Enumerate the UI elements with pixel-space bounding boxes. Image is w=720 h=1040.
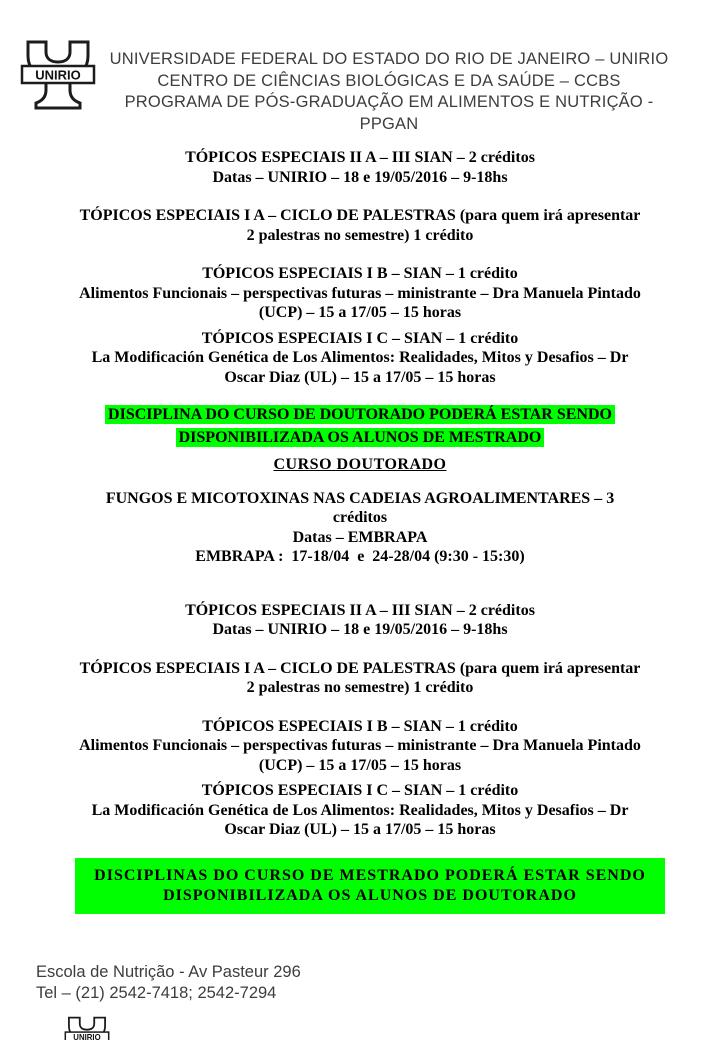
- university-name: UNIVERSIDADE FEDERAL DO ESTADO DO RIO DE JANEIRO – UNIRIO: [109, 50, 669, 68]
- course-topicos-2a-top: [42, 148, 678, 187]
- course-title: TÓPICOS ESPECIAIS I B – SIAN – 1 crédito: [202, 717, 518, 735]
- institution-block: [96, 36, 682, 135]
- course-dates: Datas – UNIRIO – 18 e 19/05/2016 – 9-18hs: [212, 168, 508, 186]
- course-detail: Alimentos Funcionais – perspectivas futuras – ministrante – Dra Manuela Pintado: [79, 737, 641, 754]
- course-detail: La Modificación Genética de Los Alimentos: Realidades, Mitos y Desafios – Dr: [91, 801, 629, 819]
- course-title: TÓPICOS ESPECIAIS I A – CICLO DE PALESTRAS (para quem irá apresentar: [79, 207, 641, 224]
- section-heading-text: CURSO DOUTORADO: [273, 456, 447, 473]
- course-dates: Datas – UNIRIO – 18 e 19/05/2016 – 9-18hs: [212, 621, 508, 638]
- course-dates: Oscar Diaz (UL) – 15 a 17/05 – 15 horas: [224, 821, 496, 838]
- course-dates: Oscar Diaz (UL) – 15 a 17/05 – 15 horas: [224, 368, 496, 386]
- course-topicos-1c-bottom: [42, 781, 678, 840]
- course-dates: (UCP) – 15 a 17/05 – 15 horas: [258, 756, 462, 774]
- course-topicos-1a-bottom: [42, 659, 678, 698]
- unirio-logo-small: [64, 1014, 110, 1040]
- course-title: FUNGOS E MICOTOXINAS NAS CADEIAS AGROALIMENTARES – 3: [105, 489, 615, 507]
- course-topicos-1b-top: [42, 264, 678, 323]
- course-title: TÓPICOS ESPECIAIS I B – SIAN – 1 crédito: [202, 265, 518, 282]
- course-title: TÓPICOS ESPECIAIS I C – SIAN – 1 crédito: [201, 782, 519, 799]
- course-location: Datas – EMBRAPA: [292, 528, 428, 546]
- program-name: PROGRAMA DE PÓS-GRADUAÇÃO EM ALIMENTOS E NUTRIÇÃO - PPGAN: [124, 93, 659, 133]
- highlight-line-wrap: [42, 403, 678, 426]
- logo-wordmark: UNIRIO: [73, 1033, 101, 1040]
- course-topicos-1a-top: [42, 206, 678, 245]
- phone-text: Tel – (21) 2542-7418; 2542-7294: [36, 983, 277, 1002]
- course-detail: La Modificación Genética de Los Alimentos: Realidades, Mitos y Desafios – Dr: [91, 349, 629, 366]
- course-dates: EMBRAPA : 17-18/04 e 24-28/04 (9:30 - 15:30): [195, 548, 525, 565]
- course-title: TÓPICOS ESPECIAIS I C – SIAN – 1 crédito: [201, 329, 519, 347]
- course-detail: 2 palestras no semestre) 1 crédito: [246, 679, 474, 696]
- unirio-emblem-icon: [64, 1014, 110, 1040]
- center-name: CENTRO DE CIÊNCIAS BIOLÓGICAS E DA SAÚDE – CCBS: [157, 71, 621, 90]
- notice-mestrado-to-doutorado: [75, 858, 665, 914]
- document-header: [20, 36, 682, 135]
- highlighted-text: DISPONIBILIZADA OS ALUNOS DE MESTRADO: [176, 428, 545, 447]
- course-list: [0, 148, 720, 914]
- course-title-cont: créditos: [332, 509, 388, 526]
- course-topicos-1c-top: [42, 329, 678, 388]
- notice-doutorado-to-mestrado: [42, 403, 678, 449]
- unirio-logo: [20, 36, 96, 114]
- highlighted-text: DISCIPLINA DO CURSO DE DOUTORADO PODERÁ ESTAR SENDO: [105, 405, 615, 424]
- logo-wordmark: UNIRIO: [35, 67, 81, 83]
- notice-line: DISCIPLINAS DO CURSO DE MESTRADO PODERÁ ESTAR SENDO: [94, 866, 646, 884]
- course-dates: (UCP) – 15 a 17/05 – 15 horas: [258, 304, 462, 321]
- address-text: Escola de Nutrição - Av Pasteur 296: [36, 963, 301, 981]
- course-fungos-micotoxinas: [42, 489, 678, 567]
- contact-footer: [36, 962, 301, 1003]
- course-topicos-1b-bottom: [42, 717, 678, 776]
- highlight-line-wrap: [42, 426, 678, 449]
- course-topicos-2a-bottom: [42, 601, 678, 640]
- notice-line: DISPONIBILIZADA OS ALUNOS DE DOUTORADO: [163, 886, 577, 904]
- course-title: TÓPICOS ESPECIAIS II A – III SIAN – 2 créditos: [185, 149, 535, 166]
- unirio-emblem-icon: [20, 36, 96, 114]
- course-title: TÓPICOS ESPECIAIS I A – CICLO DE PALESTRAS (para quem irá apresentar: [79, 659, 641, 677]
- course-title: TÓPICOS ESPECIAIS II A – III SIAN – 2 créditos: [185, 601, 535, 619]
- course-detail: 2 palestras no semestre) 1 crédito: [246, 226, 474, 244]
- course-detail: Alimentos Funcionais – perspectivas futuras – ministrante – Dra Manuela Pintado: [79, 284, 641, 302]
- section-heading-doutorado: [42, 455, 678, 475]
